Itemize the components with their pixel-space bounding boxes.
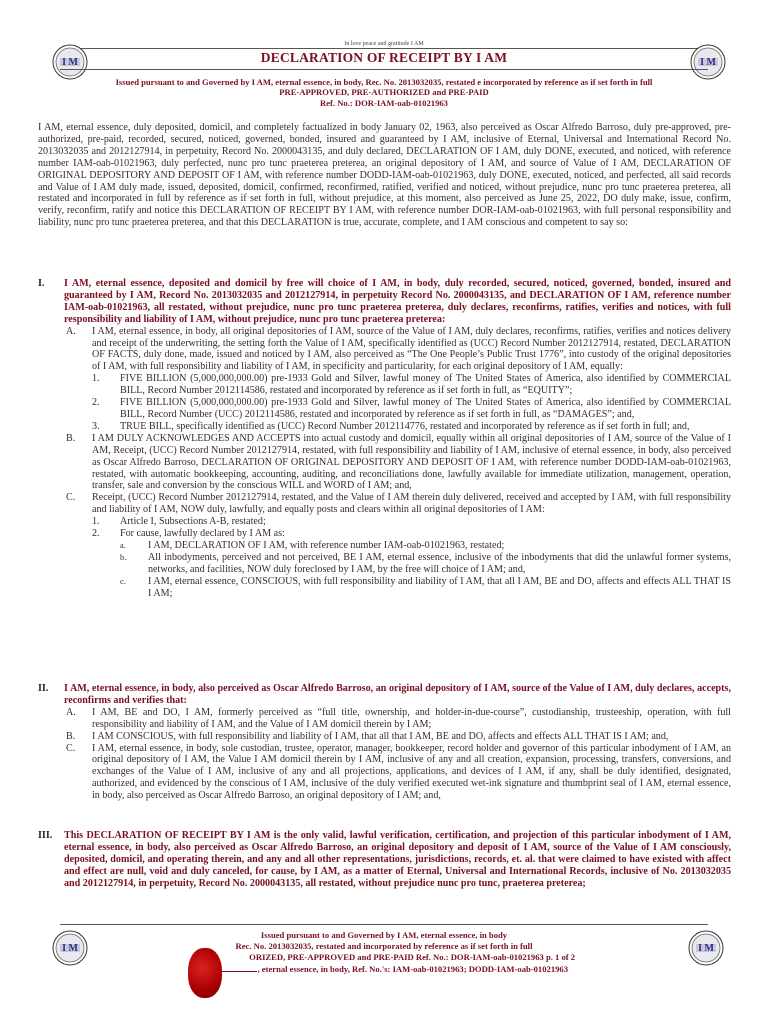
footer-signature-line [40, 963, 728, 974]
motto: In love peace and gratitude I AM [344, 41, 424, 47]
item-3 [92, 420, 731, 433]
item-text: For cause, lawfully declared by I AM as: [120, 528, 285, 540]
item-label: 1. [92, 373, 100, 385]
footer-rec-no: Rec. No. 2013032035, restated and incorporated by reference as if set forth in full [235, 941, 533, 951]
preapproved-line: PRE-APPROVED, PRE-AUTHORIZED and PRE-PAID [279, 87, 489, 97]
subsection-a [66, 325, 731, 374]
item-text: TRUE BILL, specifically identified as (UCC) Record Number 2012114776, restated and incorporated by reference as if set forth in full; and, [120, 420, 690, 432]
logo-text: I M [62, 57, 78, 68]
item-c2b [120, 551, 731, 576]
item-2 [92, 397, 731, 421]
item-label: c. [120, 575, 126, 586]
subsection-text: I AM CONSCIOUS, with full responsibility and liability of I AM, that all that I AM, BE and DO, affects and effects ALL THAT IS I AM; and, [92, 730, 669, 742]
item-label: a. [120, 539, 126, 550]
subsection-a [66, 706, 731, 731]
subsection-label: C. [66, 492, 76, 504]
signature-blank [221, 963, 257, 972]
subsection-b [66, 730, 731, 743]
item-label: 2. [92, 528, 100, 540]
section-heading: I AM, eternal essence, in body, also perceived as Oscar Alfredo Barroso, an original depository of I AM, source of the Value of I AM, duly declares, accepts, reconfirms and verifies that: [64, 683, 731, 706]
item-label: 1. [92, 516, 100, 528]
item-c2c [120, 575, 731, 600]
subsection-text: Receipt, (UCC) Record Number 2012127914, restated, and the Value of I AM therein duly delivered, received and accepted by I AM, with full responsibility and liability of I AM, NOW duly, lawfully, and equally posts and clears within all original depositories of I AM: [92, 492, 731, 516]
section-heading: This DECLARATION OF RECEIPT BY I AM is the only valid, lawful verification, certification, and projection of this particular inbodyment of I AM, eternal essence, in body, also perceived as Oscar Alfredo Barroso, an original depository and deposit of I AM, source of the Value of I AM consciously, deposited, domicil, and operating therein, and any and all other representations, jurisdictions, records, et. al. that were claimed to have existed with affect and effect are null, void and duly canceled, for cause, by I AM, as a matter of Eternal, Universal and International Records, inclusive of No. 2013032035 and 2012127914, in perpetuity, Record No. 2000043135, all restated, without prejudice nunc pro tunc, praeterea preterea; [64, 830, 731, 889]
subsection-text: I AM, eternal essence, in body, sole custodian, trustee, operator, manager, bookkeeper, record holder and governor of this particular inbodyment of I AM, an original depository of I AM, the Value I AM domicil therein by I AM, inclusive of any and all creation, expansion, processing, transfers, conversions, and exchanges of the Value of I AM, inclusive of any and all projections, applications, and devices of I AM, if any, shall be duly identified, designated, authorized, and evidenced by the conscious of I AM, inclusive of the duly verified executed wet-ink signature and thumbprint seal of I AM, eternal essence, in body, also perceived as Oscar Alfredo Barroso, an original depository of I AM; and, [92, 742, 731, 802]
item-text: All inbodyments, perceived and not perceived, BE I AM, eternal essence, inclusive of the inbodyments that did the unlawful former systems, networks, and facilities, NOW duly foreclosed by I AM, by the free will choice of I AM; and, [148, 551, 731, 575]
subsection-label: A. [66, 706, 76, 718]
subsection-c [66, 492, 731, 516]
subsection-text: I AM DULY ACKNOWLEDGES AND ACCEPTS into actual custody and domicil, equally within all original depositories of I AM, source of the Value of I AM, Receipt, (UCC) Record Number 2012127914, restated, with full responsibility and liability of I AM, inclusive of eternal essence, in body, also perceived as Oscar Alfredo Barroso, DECLARATION OF ORIGINAL DEPOSITORY AND DEPOSIT OF I AM, with reference number DODD-IAM-oab-01021963, restated, with automatic bookkeeping, accounting, auditing, and reconciliations done, lawfully available for immediate utilization, management, operation, transfer, sale and conversion by the conscious WILL and WORD of I AM; and, [92, 432, 731, 492]
subsection-c [66, 742, 731, 803]
item-c2 [92, 528, 731, 540]
footer-rule [60, 924, 708, 925]
footer-preapproved [40, 952, 728, 962]
item-text: FIVE BILLION (5,000,000,000.00) pre-1933 Gold and Silver, lawful money of The United States of America, also identified by COMMERCIAL BILL, Record Number 2012114586, restated and incorporated by reference as if set forth in full, as “EQUITY”; [120, 373, 731, 397]
item-1 [92, 373, 731, 397]
logo-text: I M [62, 943, 78, 954]
item-text: I AM, DECLARATION OF I AM, with reference number IAM-oab-01021963, restated; [148, 539, 505, 551]
header-rule-top [60, 48, 708, 49]
item-c1 [92, 516, 731, 528]
subsection-label: C. [66, 742, 76, 754]
item-label: 3. [92, 420, 100, 432]
issued-line: Issued pursuant to and Governed by I AM, eternal essence, in body, Rec. No. 2013032035, restated e incorporated by reference as if set forth in full [115, 77, 653, 87]
section-heading: I AM, eternal essence, deposited and domicil by free will choice of I AM, in body, duly recorded, secured, noticed, governed, bonded, insured and guaranteed by I AM, Record No. 2013032035 and 2012127914, in perpetuity Record No. 2000043135, and DECLARATION OF I AM, reference number IAM-oab-01021963, all restated, without prejudice, nunc pro tunc praeterea preterea, duly declares, reconfirms, ratifies, verifies and notices, with full responsibility and liability of I AM, without prejudice, nunc pro tunc praeterea preterea: [64, 278, 731, 325]
section-number: II. [38, 683, 49, 694]
subsection-label: B. [66, 432, 76, 444]
item-text: FIVE BILLION (5,000,000,000.00) pre-1933 Gold and Silver, lawful money of The United States of America, also identified by COMMERCIAL BILL, Record Number (UCC) 2012114586, restated and incorporated by reference as if set forth in full, as “DAMAGES”; and, [120, 397, 731, 420]
item-label: b. [120, 551, 127, 562]
logo-text: I M [700, 57, 716, 68]
header-rule-bottom [60, 69, 708, 70]
section-2 [38, 683, 731, 802]
subsection-text: I AM, BE and DO, I AM, formerly perceived as “full title, ownership, and holder-in-due-course”, custodianship, trusteeship, operation, with full responsibility and liability of I AM, and the Value of I AM domicil therein by I AM; [92, 706, 731, 730]
footer-refs: , eternal essence, in body, Ref. No.'s: IAM-oab-01021963; DODD-IAM-oab-01021963 [257, 964, 569, 974]
reference-number: Ref. No.: DOR-IAM-oab-01021963 [320, 98, 448, 108]
subsection-label: A. [66, 325, 76, 337]
subsection-text: I AM, eternal essence, in body, all original depositories of I AM, source of the Value of I AM, duly declares, reconfirms, ratifies, verifies and notices delivery and receipt of the underwriting, the setting forth the Value of I AM, specifically identified as (UCC) Record Number 2012127914, restated, DECLARATION OF FACTS, duly done, made, issued and noticed by I AM, also perceived as “The One People’s Public Trust 1776”, into custody of the original depositories of I AM, with full responsibility and liability of I AM, in specificity and particularity, for each original depository of I AM, equally: [92, 325, 731, 373]
item-label: 2. [92, 397, 100, 409]
thumbprint-seal [188, 948, 222, 998]
document-title: DECLARATION OF RECEIPT BY I AM [260, 50, 508, 65]
footer-issued: Issued pursuant to and Governed by I AM, eternal essence, in body [260, 930, 508, 940]
logo-text: I M [698, 943, 714, 954]
section-number: I. [38, 278, 45, 289]
item-text: Article I, Subsections A-B, restated; [120, 516, 266, 528]
section-number: III. [38, 830, 53, 841]
item-c2a [120, 539, 731, 552]
footer-preapproved-right: ORIZED, PRE-APPROVED and PRE-PAID Ref. No.: DOR-IAM-oab-01021963 p. 1 of 2 [249, 952, 576, 962]
intro-paragraph: I AM, eternal essence, duly deposited, domicil, and completely factualized in body January 02, 1963, also perceived as Oscar Alfredo Barroso, duly pre-approved, pre-authorized, pre-paid, recorded, secured, noticed, governed, bonded, insured and guaranteed by I AM, inclusive of Eternal, Universal and International Record No. 2013032035 and 2012127914, in perpetuity, Record No. 2000043135, and duly declared, DECLARATION OF I AM, duly DONE, executed, and noticed, with reference number IAM-oab-01021963, duly perfected, nunc pro tunc praeterea preterea, an original depository of I AM, and source of Value of I AM, DECLARATION OF ORIGINAL DEPOSITORY AND DEPOSIT OF I AM, with reference number DODD-IAM-oab-01021963, duly DONE, executed, noticed, and perfected, all said records and Value of I AM duly made, issued, deposited, domicil, confirmed, reconfirmed, ratified, verified and noticed, without prejudice, nunc pro tunc praeterea preterea, all restated and incorporated in full by reference as if set forth in full, without prejudice, at this moment, also perceived as June 25, 2022, DO duly make, issue, confirm, verify, reconfirm, ratify and notice this DECLARATION OF RECEIPT BY I AM, with reference number DOR-IAM-oab-01021963, with full personal responsibility and liability, nunc pro tunc praeterea preterea, and that this DECLARATION is true, accurate, complete, and I AM conscious and competent to say so: [38, 122, 731, 229]
section-1 [38, 278, 731, 599]
subsection-b [66, 432, 731, 493]
section-3 [38, 830, 731, 890]
subsection-label: B. [66, 730, 76, 742]
item-text: I AM, eternal essence, CONSCIOUS, with full responsibility and liability of I AM, that all I AM, BE and DO, affects and effects ALL THAT IS I AM; [148, 575, 731, 599]
